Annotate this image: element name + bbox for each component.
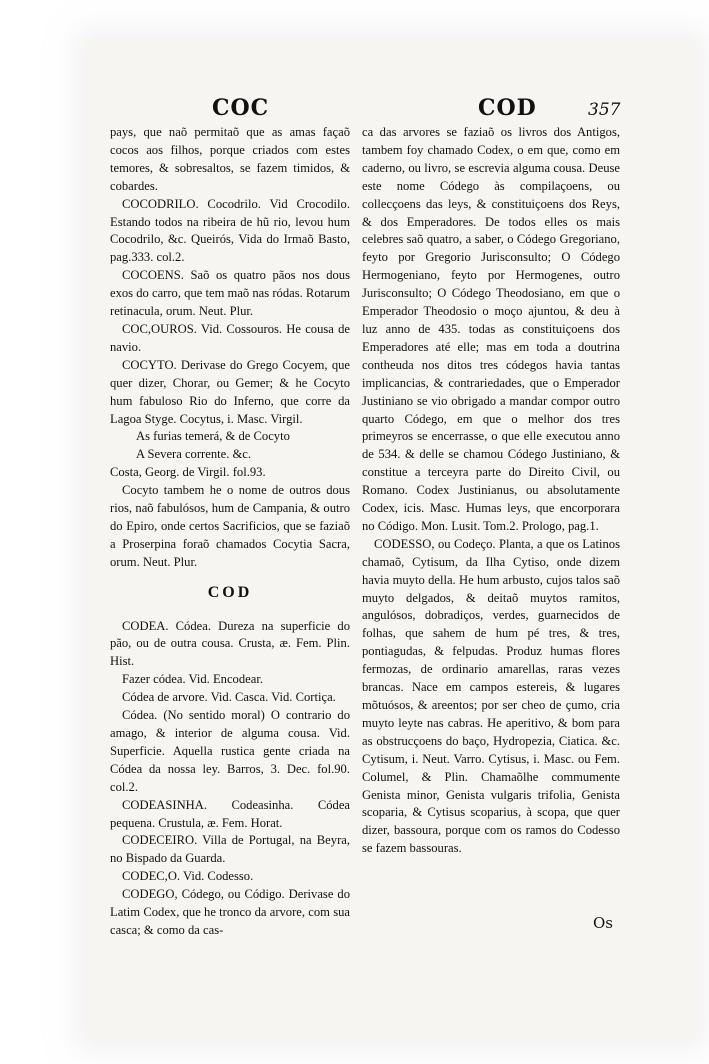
- dictionary-entry: Códea. (No sentido moral) O contrario do amago, & interior de alguma cousa. Vid. Superficie. Aquella rustica gente criada na Códea da nossa ley. Barros, 3. Dec. fol.90. col.2.: [110, 708, 350, 794]
- dictionary-entry: CODESSO, ou Codeço. Planta, a que os Latinos chamaõ, Cytisum, da Ilha Cytiso, onde dizem havia muyto della. He hum arbusto, cujos talos saõ muyto delgados, & deitaõ muytos ramitos, angulósos, dobradiços, verdes, guarnecidos de folhas, que sahem de hum pé tres, & tres, pontiagudas, & felpudas. Produz humas flores fermozas, de ordinario amarellas, raras vezes brancas. Nace em campos estereis, & lugares mõtuósos, & areentos; por ser cheo de çumo, cria muyto leyte nas cabras. He aperitivo, & bom para as obstrucçoens do baço, Hydropezia, Ciatica. &c. Cytisum, i. Neut. Varro. Cytisus, i. Masc. ou Fem. Columel, & Plin. Chamaõlhe commumente Genista minor, Genista vulgaris trifolia, Genista scoparia, & Cytisus scoparius, à scopa, que quer dizer, bassoura, porque com os ramos do Codesso se fazem bassouras.: [362, 536, 620, 856]
- right-column: [362, 124, 620, 858]
- entry-continuation: pays, que naõ permitaõ que as amas façaõ cocos aos filhos, porque criados com estes temores, & sobresaltos, se fazem timidos, & cobardes.: [110, 125, 350, 193]
- page-number: 357: [588, 100, 621, 120]
- dictionary-entry: COC,OUROS. Vid. Cossouros. He cousa de navio.: [110, 321, 350, 354]
- left-entries-before: [110, 124, 350, 572]
- right-entries: [362, 124, 620, 858]
- verse-line: A Severa corrente. &c.: [136, 447, 252, 462]
- dictionary-entry: Códea de arvore. Vid. Casca. Vid. Cortiça.: [122, 690, 336, 705]
- left-entries-after: [110, 618, 350, 940]
- verse-line: As furias temerá, & de Cocyto: [136, 429, 290, 444]
- running-head-right: COD: [478, 95, 537, 121]
- left-column: [110, 124, 350, 940]
- dictionary-entry: CODEC,O. Vid. Codesso.: [122, 869, 254, 884]
- dictionary-entry: CODEGO, Códego, ou Código. Derivase do Latim Codex, que he tronco da arvore, com sua casca; & como da cas-: [110, 887, 350, 937]
- dictionary-entry: CODEA. Códea. Dureza na superficie do pão, ou de outra cousa. Crusta, æ. Fem. Plin. Hist.: [110, 618, 350, 669]
- dictionary-entry: Fazer códea. Vid. Encodear.: [122, 672, 263, 687]
- dictionary-entry: Cocyto tambem he o nome de outros dous rios, naõ fabulósos, hum de Campania, & outro do Epiro, onde certos Sacrificios, que se faziaõ a Proserpina foraõ chamados Cocytia Sacra, orum. Neut. Plur.: [110, 483, 350, 569]
- dictionary-entry: COCODRILO. Cocodrilo. Vid Crocodilo. Estando todos na ribeira de hũ rio, levou hum Cocodrilo, &c. Queirós, Vida do Irmaõ Basto, pag.333. col.2.: [110, 196, 350, 265]
- dictionary-entry: CODECEIRO. Villa de Portugal, na Beyra, no Bispado da Guarda.: [110, 833, 350, 866]
- dictionary-entry: CODEASINHA. Codeasinha. Códea pequena. Crustula, æ. Fem. Horat.: [110, 797, 350, 830]
- dictionary-entry: COCYTO. Derivase do Grego Cocyem, que quer dizer, Chorar, ou Gemer; & he Cocyto hum fabuloso Rio do Inferno, que corre da Lagoa Styge. Cocytus, i. Masc. Virgil.: [110, 357, 350, 426]
- running-head-left: COC: [212, 95, 270, 121]
- catchword: Os: [593, 914, 613, 932]
- dictionary-entry: COCOENS. Saõ os quatro pãos nos dous exos do carro, que tem maõ nas ródas. Rotarum retinacula, orum. Neut. Plur.: [110, 268, 350, 319]
- section-heading: COD: [207, 583, 253, 601]
- entry-continuation: Costa, Georg. de Virgil. fol.93.: [110, 465, 266, 480]
- entry-continuation: ca das arvores se faziaõ os livros dos Antigos, tambem foy chamado Codex, o em que, como em caderno, ou livro, se escrevia alguma cousa. Deuse este nome Códego às compilaçoens, ou collecçoens das leys, & constituiçoens dos Reys, & dos Emperadores. De todos elles os mais celebres saõ quatro, a saber, o Códego Gregoriano, feyto por Gregorio Jurisconsulto; O Códego Hermogeniano, feyto por Hermogenes, outro Jurisconsulto; O Códego Theodosiano, em que o Emperador Theodosio o moço ajuntou, & deu à luz anno de 435. todas as constituiçoens dos Emperadores até elle; mas em toda a doutrina contheuda nos ditos tres códegos havia tantas implicancias, & contrariedades, que o Emperador Justiniano se vio obrigado a mandar compor outro quarto Códego, em que o melhor dos tres primeyros se encerrasse, o que elle executou anno de 534. & delle se chamou Códego Justiniano, & constitue a terceyra parte do Direito Civil, ou Romano. Codex Justinianus, ou absolutamente Codex, icis. Masc. Humas leys, que encorporara no Código. Mon. Lusit. Tom.2. Prologo, pag.1.: [362, 125, 620, 533]
